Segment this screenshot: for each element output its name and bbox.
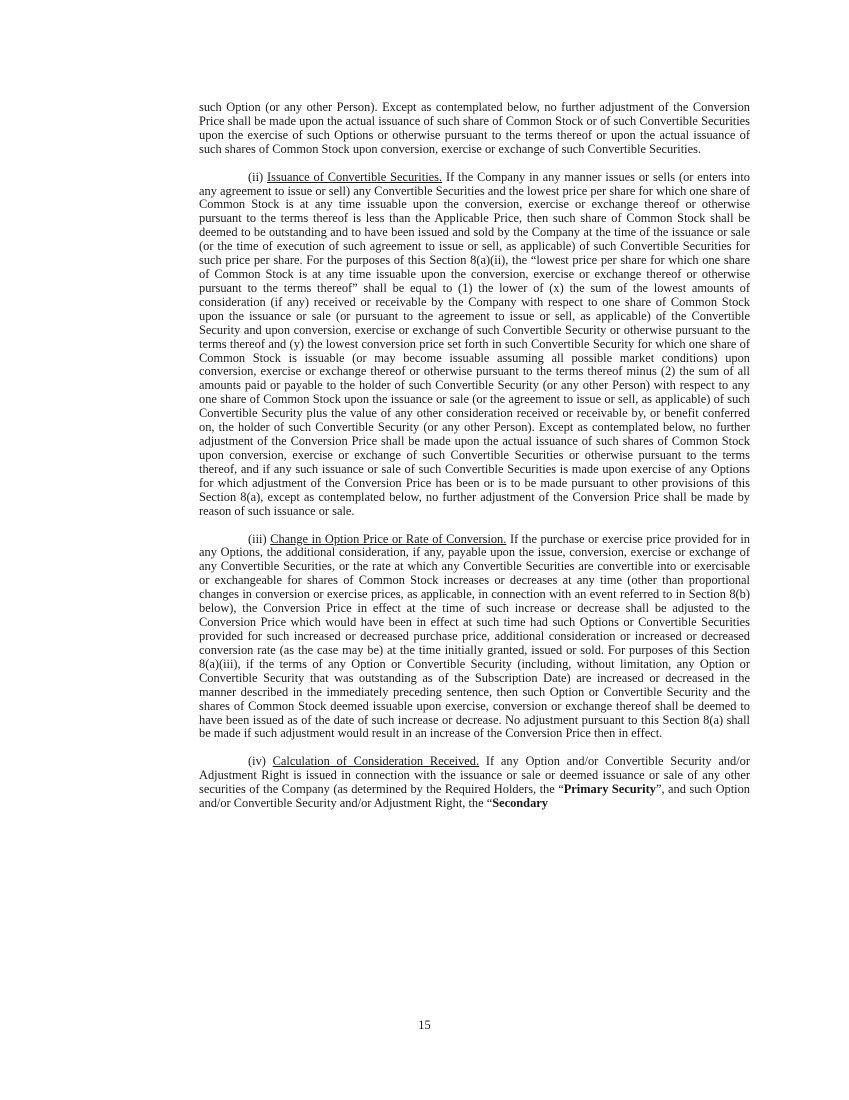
document-body (199, 101, 750, 811)
secondary-security-term: Secondary (492, 796, 548, 810)
section-iv-paragraph (199, 755, 750, 811)
section-ii-heading: Issuance of Convertible Securities. (267, 169, 443, 184)
section-ii-paragraph (199, 171, 750, 519)
section-iii-paragraph (199, 533, 750, 742)
section-iii-number: (iii) (248, 531, 267, 546)
section-iv-body-middle: ”, and such Option and/or Convertible Security and/or Adjustment Right, the “ (199, 782, 750, 810)
page-number: 15 (418, 1018, 431, 1032)
section-ii-body: If the Company in any manner issues or sells (or enters into any agreement to issue or sell) any Convertible Securities and the lowest price per share for which one share of Common Stock is at any time issuable upon the conversion, exercise or exchange thereof or otherwise pursuant to the terms thereof is less than the Applicable Price, then such share of Common Stock shall be deemed to be outstanding and to have been issued and sold by the Company at the time of the issuance or sale (or the time of execution of such agreement to issue or sell, as applicable) of such Convertible Securities for such price per share. For the purposes of this Section 8(a)(ii), the “lowest price per share for which one share of Common Stock is at any time issuable upon the conversion, exercise or exchange thereof or otherwise pursuant to the terms thereof” shall be equal to (1) the lower of (x) the sum of the lowest amounts of consideration (if any) received or receivable by the Company with respect to one share of Common Stock upon the issuance or sale (or pursuant to the agreement to issue or sell, as applicable) of the Convertible Security and upon conversion, exercise or exchange of such Convertible Security or otherwise pursuant to the terms thereof and (y) the lowest conversion price set forth in such Convertible Security for which one share of Common Stock is issuable (or may become issuable assuming all possible market conditions) upon conversion, exercise or exchange thereof or otherwise pursuant to the terms thereof minus (2) the sum of all amounts paid or payable to the holder of such Convertible Security (or any other Person) with respect to any one share of Common Stock upon the issuance or sale (or the agreement to issue or sell, as applicable) of such Convertible Security plus the value of any other consideration received or receivable by, or benefit conferred on, the holder of such Convertible Security (or any other Person). Except as contemplated below, no further adjustment of the Conversion Price shall be made upon the actual issuance of such shares of Common Stock upon conversion, exercise or exchange of such Convertible Securities or otherwise pursuant to the terms thereof, and if any such issuance or sale of such Convertible Securities is made upon exercise of any Options for which adjustment of the Conversion Price has been or is to be made pursuant to other provisions of this Section 8(a), except as contemplated below, no further adjustment of the Conversion Price shall be made by reason of such issuance or sale. (199, 169, 750, 518)
primary-security-term: Primary Security (563, 782, 656, 797)
section-iv-body-start: If any Option and/or Convertible Security and/or Adjustment Right is issued in connection with the issuance or sale or deemed issuance or sale of any other securities of the Company (as determined by the Required Holders, the “ (199, 754, 750, 797)
section-ii-number: (ii) (248, 169, 264, 184)
intro-paragraph: such Option (or any other Person). Except as contemplated below, no further adjustment of the Conversion Price shall be made upon the actual issuance of such share of Common Stock or of such Convertible Securities upon the exercise of such Options or otherwise pursuant to the terms thereof or upon the actual issuance of such shares of Common Stock upon conversion, exercise or exchange of such Convertible Securities. (199, 100, 750, 156)
section-iii-heading: Change in Option Price or Rate of Conversion. (270, 531, 507, 546)
section-iv-heading: Calculation of Consideration Received. (272, 754, 480, 769)
section-iii-body: If the purchase or exercise price provided for in any Options, the additional consideration, if any, payable upon the issue, conversion, exercise or exchange of any Convertible Securities, or the rate at which any Convertible Securities are convertible into or exercisable or exchangeable for shares of Common Stock increases or decreases at any time (other than proportional changes in conversion or exercise prices, as applicable, in connection with an event referred to in Section 8(b) below), the Conversion Price in effect at the time of such increase or decrease shall be adjusted to the Conversion Price which would have been in effect at such time had such Options or Convertible Securities provided for such increased or decreased purchase price, additional consideration or increased or decreased conversion rate (as the case may be) at the time initially granted, issued or sold. For purposes of this Section 8(a)(iii), if the terms of any Option or Convertible Security (including, without limitation, any Option or Convertible Security that was outstanding as of the Subscription Date) are increased or decreased in the manner described in the immediately preceding sentence, then such Option or Convertible Security and the shares of Common Stock deemed issuable upon exercise, conversion or exchange thereof shall be deemed to have been issued as of the date of such increase or decrease. No adjustment pursuant to this Section 8(a) shall be made if such adjustment would result in an increase of the Conversion Price then in effect. (199, 531, 750, 741)
section-iv-number: (iv) (248, 754, 266, 769)
